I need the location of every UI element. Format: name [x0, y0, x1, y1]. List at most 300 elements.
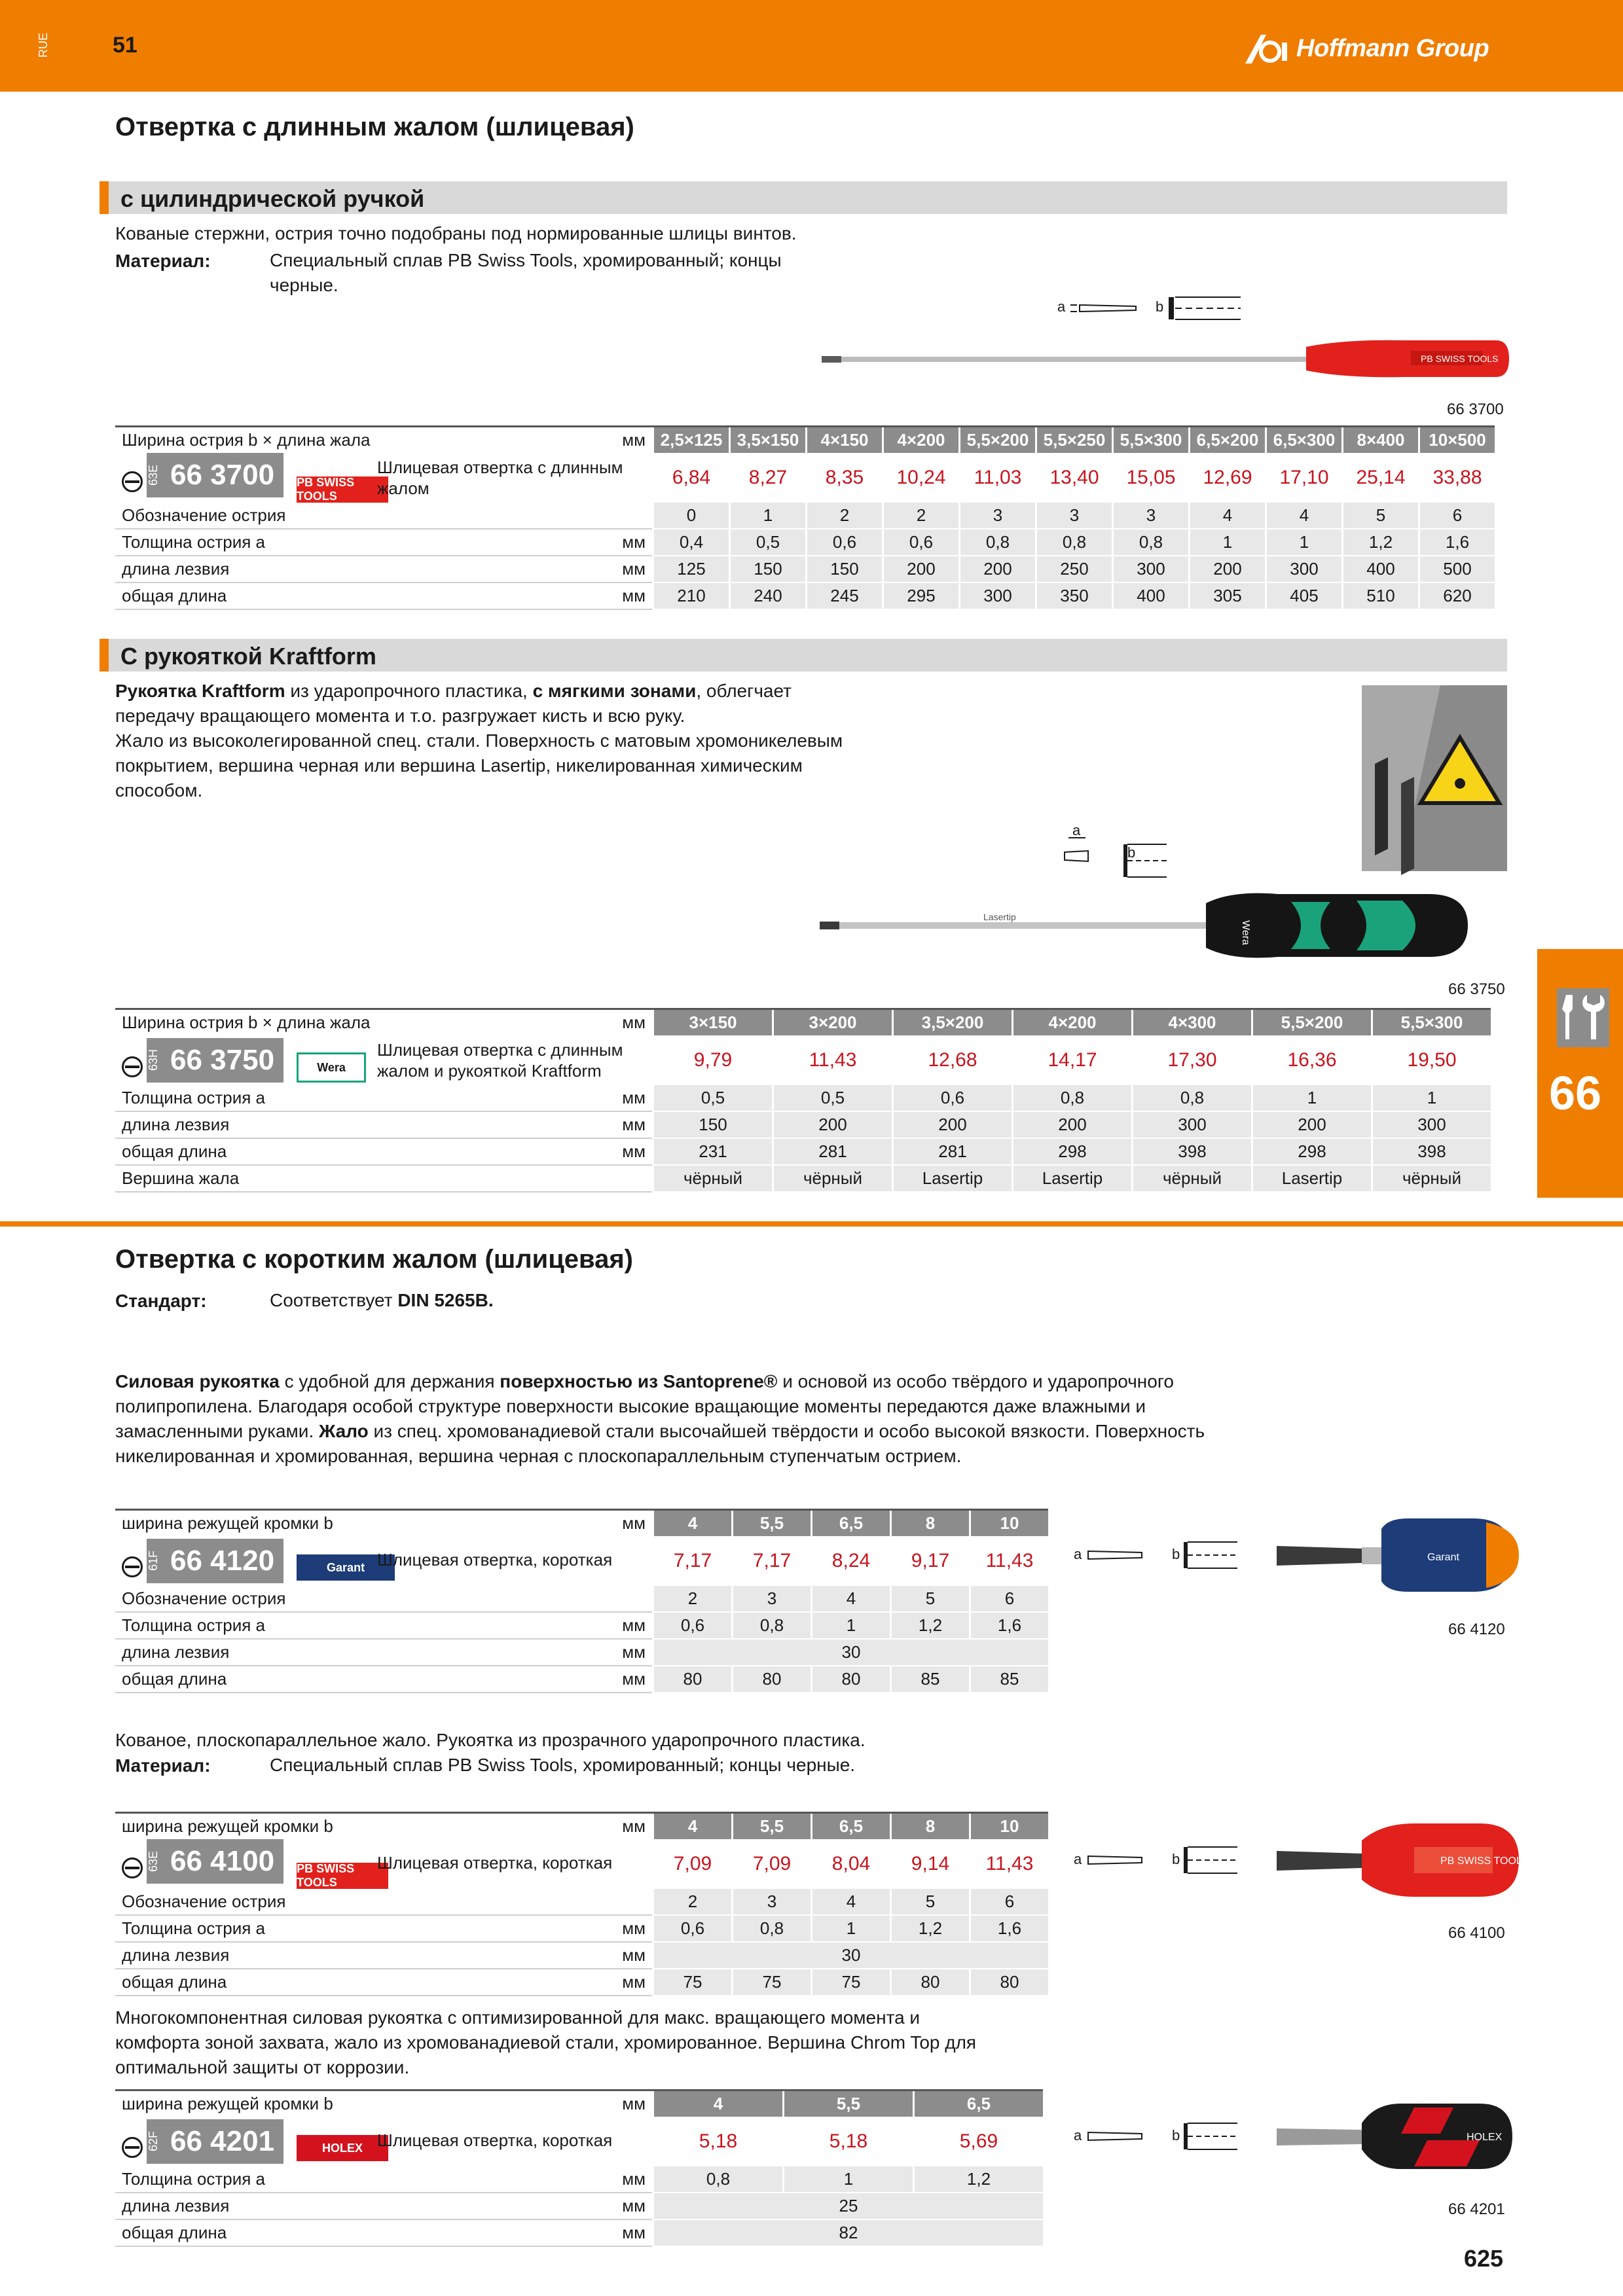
spec-row	[115, 1969, 1048, 1996]
product-description: Шлицевая отвертка с длинным жалом	[377, 457, 623, 498]
paragraph: Кованое, плоскопараллельное жало. Рукоятка из прозрачного ударопрочного пластика.	[115, 1730, 866, 1750]
spec-label: длина лезвия	[115, 556, 606, 583]
image-caption: 66 4100	[1448, 1924, 1505, 1942]
paragraph: Рукоятка Kraftform из ударопрочного пластика, с мягкими зонами, облегчает передачу вращающего момента и т.о. разгружает кисть и всю руку. Жало из высоколегированной спец. стали. Поверхность с матовым хромоникелевым покрытием, вершина черная или вершина Lasertip, никелированная химическим способом.	[115, 681, 843, 800]
size-header: 6,5×300	[1266, 427, 1343, 454]
spec-row	[115, 2193, 1043, 2219]
dim-a-label: a	[1057, 298, 1066, 315]
size-header: 4	[653, 1813, 733, 1840]
spec-row	[115, 1586, 1048, 1612]
spec-value: 150	[730, 556, 807, 583]
spec-value: 3	[1113, 503, 1190, 529]
svg-text:b: b	[1172, 1851, 1180, 1867]
spec-value: 300	[1113, 556, 1190, 583]
paragraph: Силовая рукоятка с удобной для держания поверхностью из Santoprene® и основой из особо твёрдого и ударопрочного полипропилена. Благодаря особой структуре поверхности высокие вращающие моменты передаются даже влажными и замасленными руками. Жало из спец. хромованадиевой стали высочайшей твёрдости и особо высокой вязкости. Поверхность никелированная и хромированная, вершина черная с плоскопараллельным ступенчатым острием.	[115, 1371, 1205, 1466]
spec-value: 80	[812, 1666, 891, 1693]
size-header: 5,5	[784, 2090, 914, 2117]
spec-label: Обозначение острия	[115, 503, 606, 529]
spec-unit: мм	[606, 556, 653, 583]
region-code: RUE	[37, 33, 50, 58]
hoffmann-logo-icon	[1244, 32, 1290, 65]
spec-value: 3	[1036, 503, 1113, 529]
spec-value: 0,8	[1113, 529, 1190, 556]
spec-value: 2	[653, 1586, 733, 1612]
slot-screwdriver-icon	[122, 1056, 143, 1077]
spec-value: 200	[883, 556, 960, 583]
spec-value: 0,8	[1036, 529, 1113, 556]
spec-value: 125	[653, 556, 730, 583]
article-number-box[interactable]	[147, 1539, 283, 1583]
size-header: 5,5	[733, 1813, 812, 1840]
spec-label: Толщина острия а	[115, 1612, 606, 1639]
spec-value: 400	[1343, 556, 1419, 583]
standard-text: Соответствует DIN 5265B.	[270, 1290, 494, 1310]
size-header: 8	[891, 1813, 970, 1840]
size-header: 10	[970, 1813, 1049, 1840]
subheading-marker	[100, 181, 109, 214]
article-number: 66 3750	[170, 1043, 275, 1076]
tip-dimension-diagram	[1055, 822, 1173, 887]
spec-value: 400	[1113, 583, 1190, 609]
tip-dimension-diagram	[1057, 292, 1241, 328]
spec-row	[115, 556, 1495, 583]
spec-unit: мм	[606, 1639, 653, 1666]
material-text: черные.	[270, 275, 338, 295]
spec-value: 620	[1419, 583, 1495, 609]
spec-value: 0,8	[653, 2166, 784, 2193]
slot-screwdriver-icon	[122, 2137, 143, 2158]
price: 17,30	[1133, 1035, 1252, 1085]
price: 5,18	[784, 2117, 914, 2166]
product-image-664201	[1074, 2097, 1519, 2192]
spec-value: 5	[891, 1586, 970, 1612]
size-header: 4×300	[1133, 1009, 1252, 1036]
spec-value: 85	[970, 1666, 1049, 1693]
spec-value: 4	[1190, 503, 1266, 529]
spec-value: 0,5	[730, 529, 807, 556]
spec-value: 0,6	[653, 1915, 733, 1942]
article-number-box[interactable]	[147, 1839, 283, 1884]
spec-value: 75	[812, 1969, 891, 1996]
article-number: 66 4100	[170, 1845, 275, 1878]
spec-unit: мм	[606, 1138, 653, 1165]
spec-row	[115, 1942, 1048, 1969]
spec-value: 3	[733, 1889, 812, 1915]
spec-unit: мм	[606, 1942, 653, 1969]
price: 9,17	[891, 1536, 970, 1586]
size-header: 5,5×200	[960, 427, 1036, 454]
spec-value: 1,2	[1343, 529, 1419, 556]
unit: мм	[606, 2090, 653, 2117]
spec-unit: мм	[606, 1915, 653, 1942]
spec-label: общая длина	[115, 1138, 606, 1165]
dim-b-label: b	[1156, 298, 1164, 315]
spec-value: 6	[970, 1586, 1049, 1612]
spec-value: 82	[653, 2219, 1044, 2246]
spec-value: 5	[891, 1889, 970, 1915]
size-header: 3,5×150	[730, 427, 807, 454]
price: 8,04	[812, 1839, 891, 1889]
handle-brand-text: HOLEX	[1467, 2132, 1503, 2143]
material-text: Специальный сплав PB Swiss Tools, хромированный; концы	[270, 250, 782, 270]
svg-text:a: a	[1074, 1546, 1082, 1562]
spec-label: общая длина	[115, 1969, 606, 1996]
size-header: 6,5	[812, 1510, 891, 1537]
spec-label: длина лезвия	[115, 1111, 606, 1138]
spec-value: 4	[812, 1586, 891, 1612]
head-label: Ширина острия b × длина жала	[115, 1009, 606, 1036]
spec-value: 200	[960, 556, 1036, 583]
lasertip-photo	[1362, 685, 1507, 871]
spec-value: 281	[893, 1138, 1013, 1165]
price: 15,05	[1113, 453, 1190, 503]
size-header: 4×200	[883, 427, 960, 454]
spec-value: чёрный	[1133, 1165, 1252, 1192]
brand-logo: Garant	[297, 1554, 395, 1581]
spec-value: 3	[960, 503, 1036, 529]
spec-value: Lasertip	[1013, 1165, 1133, 1192]
size-header: 5,5×250	[1036, 427, 1113, 454]
chapter-tab[interactable]	[1537, 949, 1623, 1198]
size-header: 4	[653, 1510, 733, 1537]
price: 12,69	[1190, 453, 1266, 503]
spec-value: 300	[960, 583, 1036, 609]
head-label: ширина режущей кромки b	[115, 2090, 606, 2117]
size-header: 8	[891, 1510, 970, 1537]
price: 11,43	[970, 1839, 1049, 1889]
spec-row	[115, 2166, 1043, 2193]
size-header: 6,5	[812, 1813, 891, 1840]
spec-unit	[606, 503, 653, 529]
price: 9,79	[653, 1035, 773, 1085]
subheading-bar	[100, 639, 1507, 672]
size-header: 6,5	[914, 2090, 1044, 2117]
spec-value: 210	[653, 583, 730, 609]
spec-value: 300	[1133, 1111, 1252, 1138]
subheading-marker	[100, 639, 109, 672]
spec-value: 25	[653, 2193, 1044, 2219]
size-header: 10×500	[1419, 427, 1495, 454]
size-header: 3×150	[653, 1009, 773, 1036]
spec-value: 2	[807, 503, 883, 529]
standard-label: Стандарт:	[115, 1291, 207, 1311]
handle-brand-text: PB SWISS TOOLS	[1440, 1856, 1529, 1867]
spec-value: 405	[1266, 583, 1343, 609]
price: 10,24	[883, 453, 960, 503]
product-image-663700	[822, 334, 1509, 389]
spec-unit: мм	[606, 1969, 653, 1996]
spec-row	[115, 1666, 1048, 1693]
spec-value: 281	[773, 1138, 893, 1165]
spec-value: 1	[812, 1612, 891, 1639]
size-header: 5,5×200	[1252, 1009, 1372, 1036]
spec-value: 500	[1419, 556, 1495, 583]
price: 14,17	[1013, 1035, 1133, 1085]
spec-row	[115, 1138, 1491, 1165]
spec-value: 1,6	[1419, 529, 1495, 556]
price: 8,35	[807, 453, 883, 503]
spec-value: 231	[653, 1138, 773, 1165]
spec-value: 398	[1372, 1138, 1491, 1165]
spec-value: 298	[1013, 1138, 1133, 1165]
handle-brand-text: Wera	[1240, 920, 1251, 945]
spec-value: 1,6	[970, 1915, 1049, 1942]
size-header: 4×200	[1013, 1009, 1133, 1036]
spec-row	[115, 529, 1495, 556]
product-description: Шлицевая отвертка, короткая	[377, 2130, 613, 2150]
spec-value: 2	[883, 503, 960, 529]
spec-value: Lasertip	[893, 1165, 1013, 1192]
price: 7,09	[653, 1839, 733, 1889]
size-header: 5,5×300	[1372, 1009, 1491, 1036]
spec-table-664100	[115, 1812, 1048, 1996]
spec-table-663750	[115, 1008, 1491, 1193]
slot-screwdriver-icon	[122, 1857, 143, 1878]
spec-label: Толщина острия а	[115, 529, 606, 556]
article-number-box[interactable]	[147, 453, 283, 497]
spec-unit	[606, 1165, 653, 1192]
spec-value: 1	[1266, 529, 1343, 556]
spec-value: 200	[1013, 1111, 1133, 1138]
spec-value: 1,2	[891, 1915, 970, 1942]
article-number: 66 3700	[170, 459, 275, 492]
spec-value: 1,6	[970, 1612, 1049, 1639]
material-label: Материал:	[115, 251, 211, 271]
size-header: 5,5×300	[1113, 427, 1190, 454]
spec-row	[115, 1165, 1491, 1192]
price: 11,43	[773, 1035, 893, 1085]
spec-value: 4	[1266, 503, 1343, 529]
article-cell	[115, 2117, 653, 2166]
spec-label: Толщина острия а	[115, 2166, 606, 2193]
spec-unit: мм	[606, 1612, 653, 1639]
subheading-bar	[100, 181, 1507, 214]
svg-text:a: a	[1072, 822, 1081, 838]
spec-label: Обозначение острия	[115, 1586, 606, 1612]
spec-value: 5	[1343, 503, 1419, 529]
product-image-664120	[1074, 1516, 1519, 1611]
spec-value: 80	[653, 1666, 733, 1693]
spec-row	[115, 1111, 1491, 1138]
brand-logo: HOLEX	[297, 2135, 388, 2161]
spec-value: 30	[653, 1639, 1049, 1666]
spec-value: 2	[653, 1889, 733, 1915]
spec-row	[115, 1639, 1048, 1666]
spec-value: 0,6	[653, 1612, 733, 1639]
spec-value: 1	[730, 503, 807, 529]
image-caption: 66 3700	[1447, 401, 1504, 418]
price: 8,24	[812, 1536, 891, 1586]
spec-label: общая длина	[115, 2219, 606, 2246]
material-text: Специальный сплав PB Swiss Tools, хромированный; концы черные.	[270, 1755, 856, 1775]
spec-value: 150	[807, 556, 883, 583]
svg-text:b: b	[1127, 844, 1136, 861]
tools-icon	[1557, 988, 1609, 1050]
spec-value: 0,6	[893, 1085, 1013, 1111]
spec-row	[115, 1085, 1491, 1111]
spec-label: Толщина острия а	[115, 1085, 606, 1111]
size-header: 8×400	[1343, 427, 1419, 454]
spec-unit: мм	[606, 529, 653, 556]
size-header: 5,5	[733, 1510, 812, 1537]
chapter-tab-number: 66	[1549, 1067, 1602, 1120]
spec-unit: мм	[606, 2219, 653, 2246]
spec-table-664120	[115, 1509, 1048, 1693]
spec-unit: мм	[606, 1111, 653, 1138]
spec-row	[115, 1915, 1048, 1942]
spec-value: 0,6	[883, 529, 960, 556]
brand-logo: PB SWISS TOOLS	[297, 476, 388, 503]
spec-value: 80	[891, 1969, 970, 1996]
spec-label: Обозначение острия	[115, 1889, 606, 1915]
spec-value: 350	[1036, 583, 1113, 609]
image-caption: 66 4120	[1448, 1621, 1505, 1638]
product-image-664100	[1074, 1821, 1529, 1916]
price: 17,10	[1266, 453, 1343, 503]
spec-value: чёрный	[773, 1165, 893, 1192]
chapter-number: 51	[113, 33, 137, 58]
spec-value: 200	[893, 1111, 1013, 1138]
article-number-box[interactable]	[147, 2119, 283, 2164]
spec-value: 0,4	[653, 529, 730, 556]
article-cell	[115, 453, 653, 503]
spec-unit: мм	[606, 2193, 653, 2219]
spec-value: 75	[733, 1969, 812, 1996]
spec-unit: мм	[606, 583, 653, 609]
head-label: Ширина острия b × длина жала	[115, 427, 606, 454]
spec-table-663700	[115, 425, 1495, 610]
spec-table-664201	[115, 2089, 1043, 2247]
price: 25,14	[1343, 453, 1419, 503]
spec-value: 295	[883, 583, 960, 609]
size-header: 6,5×200	[1190, 427, 1266, 454]
spec-value: Lasertip	[1252, 1165, 1372, 1192]
spec-value: 0,8	[733, 1915, 812, 1942]
product-description: Шлицевая отвертка, короткая	[377, 1550, 613, 1570]
article-number: 66 4120	[170, 1545, 275, 1577]
spec-value: 510	[1343, 583, 1419, 609]
size-header: 2,5×125	[653, 427, 730, 454]
price: 19,50	[1372, 1035, 1491, 1085]
price: 11,43	[970, 1536, 1049, 1586]
spec-label: длина лезвия	[115, 2193, 606, 2219]
svg-text:b: b	[1172, 1546, 1180, 1562]
spec-row	[115, 2219, 1043, 2246]
spec-value: 4	[812, 1889, 891, 1915]
price: 5,69	[914, 2117, 1044, 2166]
image-caption: 66 3750	[1448, 980, 1505, 998]
price: 12,68	[893, 1035, 1013, 1085]
article-cell	[115, 1035, 653, 1085]
spec-value: 1	[784, 2166, 914, 2193]
spec-value: 300	[1266, 556, 1343, 583]
section-divider	[0, 1221, 1623, 1227]
article-number-box[interactable]	[147, 1038, 283, 1083]
svg-text:a: a	[1074, 1851, 1082, 1867]
price: 5,18	[653, 2117, 784, 2166]
price: 8,27	[730, 453, 807, 503]
article-cell	[115, 1536, 653, 1586]
spec-row	[115, 1612, 1048, 1639]
spec-value: 30	[653, 1942, 1049, 1969]
unit: мм	[606, 1510, 653, 1537]
spec-value: 398	[1133, 1138, 1252, 1165]
paragraph: Кованые стержни, острия точно подобраны под нормированные шлицы винтов.	[115, 223, 797, 243]
size-header: 4	[653, 2090, 784, 2117]
unit: мм	[606, 1813, 653, 1840]
image-caption: 66 4201	[1448, 2200, 1505, 2218]
bold-text: Рукоятка Kraftform	[115, 681, 285, 701]
subheading-title: С рукояткой Kraftform	[120, 643, 376, 670]
spec-unit	[606, 1586, 653, 1612]
spec-value: 1	[1372, 1085, 1491, 1111]
spec-value: 250	[1036, 556, 1113, 583]
article-number: 66 4201	[170, 2125, 275, 2157]
section-title-long: Отвертка с длинным жалом (шлицевая)	[115, 113, 634, 141]
subheading-title: с цилиндрической ручкой	[120, 185, 425, 212]
size-header: 3,5×200	[893, 1009, 1013, 1036]
spec-value: чёрный	[1372, 1165, 1491, 1192]
brand-logo: PB SWISS TOOLS	[297, 1863, 388, 1889]
price: 33,88	[1419, 453, 1495, 503]
spec-value: чёрный	[653, 1165, 773, 1192]
spec-value: 0,5	[653, 1085, 773, 1111]
spec-value: 1	[812, 1915, 891, 1942]
spec-row	[115, 583, 1495, 609]
spec-value: 1,2	[891, 1612, 970, 1639]
spec-row	[115, 503, 1495, 529]
article-group: 61F	[147, 1551, 160, 1571]
blade-text: Lasertip	[983, 912, 1016, 922]
spec-label: длина лезвия	[115, 1942, 606, 1969]
slot-screwdriver-icon	[122, 1556, 143, 1577]
size-header: 3×200	[773, 1009, 893, 1036]
price: 6,84	[653, 453, 730, 503]
size-header: 4×150	[807, 427, 883, 454]
spec-value: 75	[653, 1969, 733, 1996]
spec-value: 80	[733, 1666, 812, 1693]
spec-value: 200	[1252, 1111, 1372, 1138]
slot-screwdriver-icon	[122, 471, 143, 492]
handle-brand-text: Garant	[1427, 1552, 1459, 1563]
spec-value: 0,8	[1133, 1085, 1252, 1111]
spec-value: 245	[807, 583, 883, 609]
unit: мм	[606, 1009, 653, 1036]
spec-label: общая длина	[115, 1666, 606, 1693]
spec-value: 0	[653, 503, 730, 529]
handle-brand-text: PB SWISS TOOLS	[1421, 353, 1499, 364]
spec-value: 1,2	[914, 2166, 1044, 2193]
spec-unit: мм	[606, 1085, 653, 1111]
brand-logo	[1244, 29, 1489, 68]
section-title-short: Отвертка с коротким жалом (шлицевая)	[115, 1245, 633, 1274]
spec-row	[115, 1889, 1048, 1915]
spec-label: Толщина острия а	[115, 1915, 606, 1942]
product-description: Шлицевая отвертка, короткая	[377, 1853, 613, 1873]
price: 11,03	[960, 453, 1036, 503]
spec-value: 85	[891, 1666, 970, 1693]
spec-unit	[606, 1889, 653, 1915]
spec-unit: мм	[606, 2166, 653, 2193]
size-header: 10	[970, 1510, 1049, 1537]
spec-value: 240	[730, 583, 807, 609]
spec-value: 6	[970, 1889, 1049, 1915]
price: 9,14	[891, 1839, 970, 1889]
head-label: ширина режущей кромки b	[115, 1510, 606, 1537]
price: 7,09	[733, 1839, 812, 1889]
spec-value: 3	[733, 1586, 812, 1612]
paragraph: Многокомпонентная силовая рукоятка с оптимизированной для макс. вращающего момента и комфорта зоной захвата, жало из хромованадиевой стали, хромированное. Вершина Chrom Top для оптимальной защиты от коррозии.	[115, 2007, 977, 2077]
